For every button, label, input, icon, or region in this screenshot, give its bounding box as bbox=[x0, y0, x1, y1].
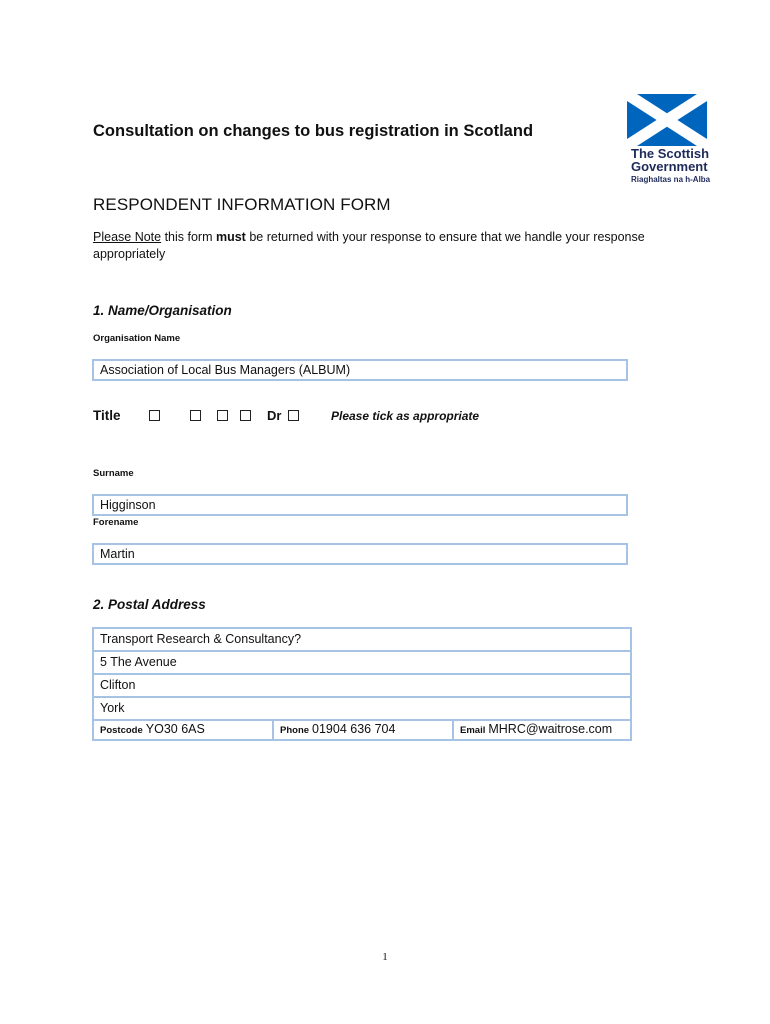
title-checkbox-dr[interactable] bbox=[288, 410, 299, 421]
page-number: 1 bbox=[382, 951, 388, 963]
title-checkbox-4[interactable] bbox=[240, 410, 251, 421]
address-line-2[interactable]: 5 The Avenue bbox=[94, 652, 630, 675]
email-value: MHRC@waitrose.com bbox=[488, 722, 613, 736]
tick-instruction: Please tick as appropriate bbox=[331, 409, 480, 423]
forename-label: Forename bbox=[93, 517, 139, 528]
address-line-3[interactable]: Clifton bbox=[94, 675, 630, 698]
document-title: Consultation on changes to bus registration in Scotland bbox=[93, 122, 534, 140]
postal-address-table bbox=[92, 627, 632, 741]
scottish-government-logo bbox=[618, 88, 730, 192]
logo-line-2: Government bbox=[631, 159, 708, 174]
address-line-1[interactable]: Transport Research & Consultancy? bbox=[94, 629, 630, 652]
please-note-text bbox=[93, 229, 683, 263]
title-label: Title bbox=[93, 408, 121, 423]
phone-value: 01904 636 704 bbox=[312, 722, 396, 736]
email-label: Email bbox=[460, 725, 486, 736]
phone-cell[interactable] bbox=[274, 719, 452, 741]
phone-label: Phone bbox=[280, 725, 310, 736]
title-dr-label: Dr bbox=[267, 408, 282, 423]
contact-row bbox=[94, 719, 630, 741]
note-part2: this form bbox=[161, 230, 216, 244]
logo-line-1: The Scottish bbox=[631, 146, 710, 161]
title-checkbox-2[interactable] bbox=[190, 410, 201, 421]
title-checkbox-3[interactable] bbox=[217, 410, 228, 421]
note-part3: be returned with your response to ensure that we handle your response appropriately bbox=[93, 230, 645, 261]
email-cell[interactable] bbox=[454, 719, 630, 741]
section-2-heading: 2. Postal Address bbox=[93, 597, 206, 612]
section-1-heading: 1. Name/Organisation bbox=[93, 303, 232, 318]
postcode-cell[interactable] bbox=[94, 719, 272, 741]
organisation-name-label: Organisation Name bbox=[93, 333, 181, 344]
saltire-flag-icon bbox=[627, 94, 707, 146]
postcode-label: Postcode bbox=[100, 725, 143, 736]
address-line-4[interactable]: York bbox=[94, 698, 630, 721]
note-bold-must: must bbox=[215, 230, 246, 244]
surname-field[interactable]: Higginson bbox=[92, 494, 628, 516]
organisation-name-field[interactable]: Association of Local Bus Managers (ALBUM) bbox=[92, 359, 628, 381]
note-underlined: Please Note bbox=[93, 230, 162, 244]
forename-field[interactable]: Martin bbox=[92, 543, 628, 565]
postcode-value: YO30 6AS bbox=[145, 722, 205, 736]
title-row bbox=[93, 407, 513, 427]
title-checkbox-1[interactable] bbox=[149, 410, 160, 421]
form-heading: RESPONDENT INFORMATION FORM bbox=[93, 195, 391, 214]
logo-line-3: Riaghaltas na h-Alba bbox=[631, 175, 711, 184]
surname-label: Surname bbox=[93, 468, 134, 479]
